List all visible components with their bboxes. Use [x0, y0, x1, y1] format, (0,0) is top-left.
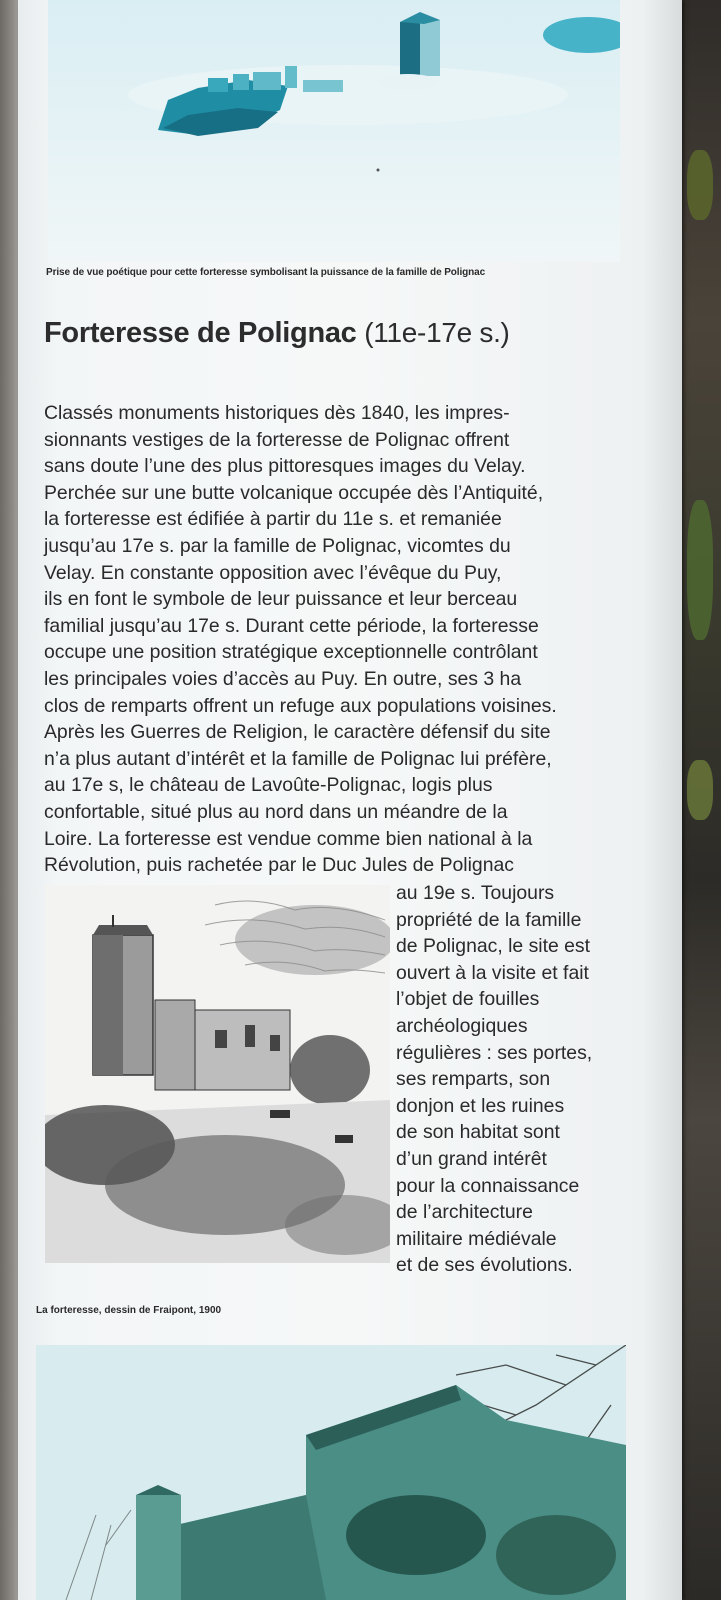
body-line: jusqu’au 17e s. par la famille de Polignac, vicomtes du [44, 534, 511, 557]
body-line: ouvert à la visite et fait [396, 961, 589, 984]
body-line: ils en font le symbole de leur puissance et leur berceau [44, 588, 518, 611]
body-line: de Polignac, le site est [396, 935, 591, 958]
fortress-in-fog-illustration [48, 0, 620, 262]
body-line: Perchée sur une butte volcanique occupée dès l’Antiquité, [44, 481, 544, 504]
body-line: Après les Guerres de Religion, le caractère défensif du site [44, 721, 551, 744]
body-line: l’objet de fouilles [396, 988, 540, 1011]
body-line: clos de remparts offrent un refuge aux populations voisines. [44, 694, 557, 717]
body-side-text [396, 880, 626, 1279]
body-line: ses remparts, son [396, 1068, 551, 1091]
body-line: militaire médiévale [396, 1227, 557, 1250]
top-photo-caption: Prise de vue poétique pour cette forteresse symbolisant la puissance de la famille de Polignac [46, 267, 486, 278]
title-period: (11e-17e s.) [364, 317, 510, 348]
body-line: Révolution, puis rachetée par le Duc Jules de Polignac [44, 854, 514, 877]
body-line: familial jusqu’au 17e s. Durant cette période, la forteresse [44, 614, 539, 637]
body-line: Classés monuments historiques dès 1840, les impres- [44, 402, 510, 424]
fortress-sketch-illustration [45, 885, 390, 1263]
body-line: la forteresse est édifiée à partir du 11e s. et remaniée [44, 508, 502, 531]
body-line: n’a plus autant d’intérêt et la famille de Polignac lui préfère, [44, 747, 552, 770]
body-line: et de ses évolutions. [396, 1254, 573, 1277]
moss-patch [687, 760, 713, 820]
foliage-background-right [677, 0, 721, 1600]
fraipont-drawing [45, 885, 390, 1263]
fortress-walls-photo [36, 1345, 626, 1600]
body-line: pour la connaissance [396, 1174, 580, 1197]
body-line: confortable, situé plus au nord dans un méandre de la [44, 800, 508, 823]
body-line: d’un grand intérêt [396, 1147, 547, 1170]
fortress-walls-illustration [36, 1345, 626, 1600]
body-line: Velay. En constante opposition avec l’évêque du Puy, [44, 561, 502, 584]
drawing-caption: La forteresse, dessin de Fraipont, 1900 [36, 1305, 222, 1316]
body-line: propriété de la famille [396, 908, 582, 931]
body-line: les principales voies d’accès au Puy. En outre, ses 3 ha [44, 667, 522, 690]
body-line: au 19e s. Toujours [396, 882, 555, 904]
body-line: Loire. La forteresse est vendue comme bien national à la [44, 827, 533, 850]
body-line: de son habitat sont [396, 1121, 560, 1144]
body-line: sans doute l’une des plus pittoresques images du Velay. [44, 455, 526, 478]
fortress-in-fog-photo [48, 0, 620, 262]
body-line: occupe une position stratégique exceptionnelle contrôlant [44, 641, 538, 664]
body-line: sionnants vestiges de la forteresse de Polignac offrent [44, 428, 510, 451]
moss-patch [687, 150, 713, 220]
title-main: Forteresse de Polignac [44, 317, 357, 349]
body-line: régulières : ses portes, [396, 1041, 593, 1064]
body-line: au 17e s, le château de Lavoûte-Polignac, logis plus [44, 774, 493, 797]
body-line: archéologiques [396, 1014, 528, 1037]
body-text [44, 400, 619, 879]
body-line: de l’architecture [396, 1201, 533, 1224]
page-title [44, 317, 510, 350]
body-line: donjon et les ruines [396, 1094, 565, 1117]
moss-patch [687, 500, 713, 640]
